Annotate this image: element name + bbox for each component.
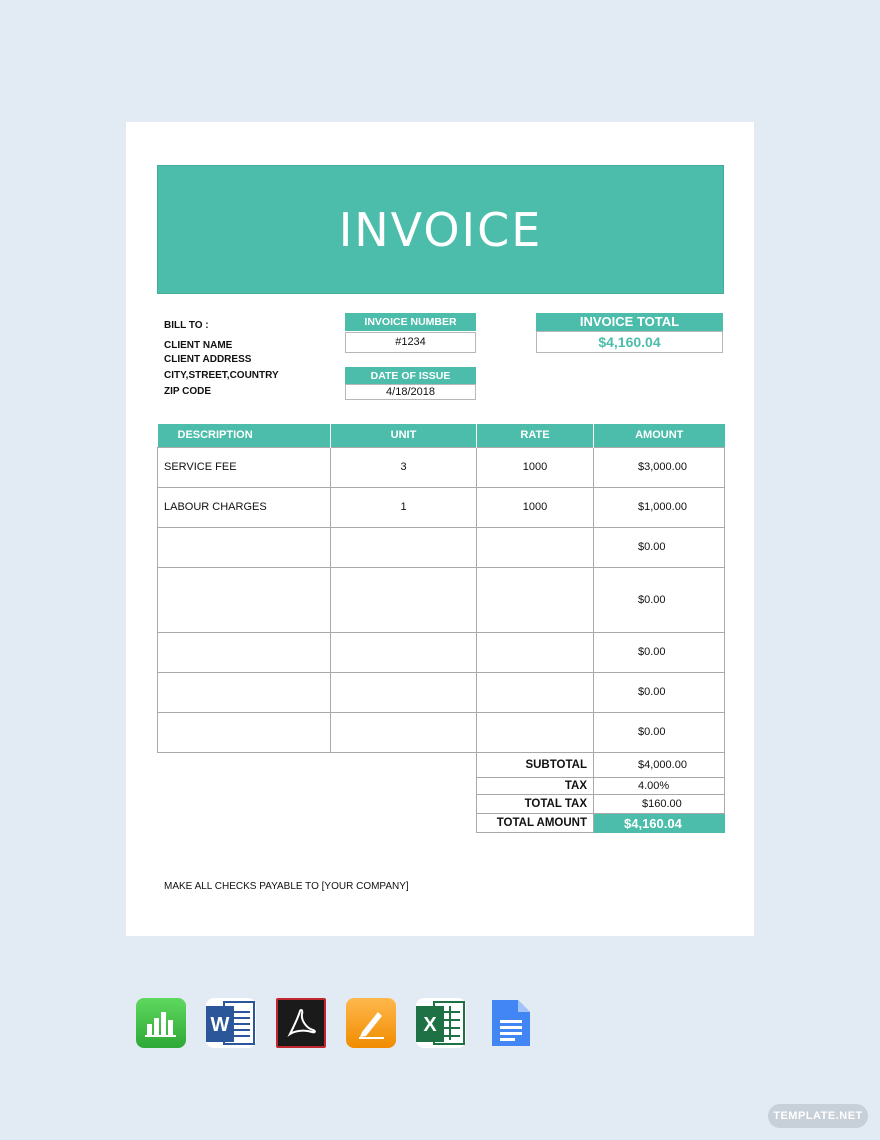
date-of-issue-label: DATE OF ISSUE bbox=[345, 367, 476, 385]
date-of-issue-value: 4/18/2018 bbox=[345, 384, 476, 400]
column-header-amount: AMOUNT bbox=[594, 424, 725, 447]
row-rate bbox=[477, 567, 594, 632]
total-tax-row bbox=[477, 795, 725, 814]
word-icon[interactable] bbox=[206, 998, 256, 1048]
client-name: CLIENT NAME bbox=[164, 340, 233, 351]
invoice-title: INVOICE bbox=[338, 202, 543, 257]
invoice-sheet bbox=[126, 122, 754, 936]
invoice-number-value: #1234 bbox=[345, 332, 476, 353]
row-unit: 3 bbox=[331, 447, 477, 487]
row-rate bbox=[477, 632, 594, 672]
app-format-icons bbox=[136, 998, 556, 1048]
word-letter: W bbox=[210, 1014, 230, 1036]
google-docs-icon[interactable] bbox=[486, 998, 536, 1048]
row-description: SERVICE FEE bbox=[158, 447, 331, 487]
row-unit bbox=[331, 672, 477, 712]
row-unit bbox=[331, 712, 477, 752]
row-description bbox=[158, 632, 331, 672]
column-header-rate: RATE bbox=[477, 424, 594, 447]
row-amount: $0.00 bbox=[594, 527, 725, 567]
table-row bbox=[158, 567, 725, 632]
table-row bbox=[158, 672, 725, 712]
word-glyph bbox=[206, 998, 256, 1048]
row-rate bbox=[477, 527, 594, 567]
table-row bbox=[158, 527, 725, 567]
excel-glyph bbox=[416, 998, 466, 1048]
client-address: CLIENT ADDRESS bbox=[164, 354, 252, 365]
tax-row bbox=[477, 778, 725, 795]
row-description: LABOUR CHARGES bbox=[158, 487, 331, 527]
row-amount: $3,000.00 bbox=[594, 447, 725, 487]
row-description bbox=[158, 527, 331, 567]
total-amount-label: TOTAL AMOUNT bbox=[477, 814, 594, 833]
tax-label: TAX bbox=[477, 778, 594, 795]
invoice-number-label: INVOICE NUMBER bbox=[345, 313, 476, 331]
pages-pen-glyph bbox=[354, 1006, 388, 1040]
bill-to-label: BILL TO : bbox=[164, 320, 209, 331]
row-description bbox=[158, 712, 331, 752]
google-docs-glyph bbox=[490, 998, 532, 1048]
table-row bbox=[158, 487, 725, 527]
client-zip: ZIP CODE bbox=[164, 386, 212, 397]
row-unit bbox=[331, 632, 477, 672]
row-unit: 1 bbox=[331, 487, 477, 527]
numbers-icon[interactable] bbox=[136, 998, 186, 1048]
excel-letter: X bbox=[423, 1014, 437, 1036]
column-header-description: DESCRIPTION bbox=[158, 424, 331, 447]
template-net-watermark: TEMPLATE.NET bbox=[768, 1104, 868, 1128]
table-row bbox=[158, 712, 725, 752]
subtotal-label: SUBTOTAL bbox=[477, 753, 594, 778]
total-amount-row bbox=[477, 814, 725, 833]
row-rate bbox=[477, 672, 594, 712]
row-amount: $1,000.00 bbox=[594, 487, 725, 527]
table-header-row bbox=[158, 424, 725, 447]
row-rate bbox=[477, 712, 594, 752]
row-description bbox=[158, 672, 331, 712]
subtotal-row bbox=[477, 753, 725, 778]
row-amount: $0.00 bbox=[594, 632, 725, 672]
tax-value: 4.00% bbox=[594, 778, 725, 795]
acrobat-glyph bbox=[284, 1006, 318, 1040]
table-row bbox=[158, 632, 725, 672]
row-rate: 1000 bbox=[477, 487, 594, 527]
row-rate: 1000 bbox=[477, 447, 594, 487]
row-unit bbox=[331, 527, 477, 567]
client-city: CITY,STREET,COUNTRY bbox=[164, 370, 279, 381]
row-amount: $0.00 bbox=[594, 672, 725, 712]
table-row bbox=[158, 447, 725, 487]
invoice-total-value: $4,160.04 bbox=[536, 331, 723, 353]
payment-note: MAKE ALL CHECKS PAYABLE TO [YOUR COMPANY] bbox=[164, 881, 409, 892]
invoice-total-label: INVOICE TOTAL bbox=[536, 313, 723, 331]
row-amount: $0.00 bbox=[594, 567, 725, 632]
numbers-bars-glyph bbox=[144, 1008, 178, 1038]
total-tax-value: $160.00 bbox=[594, 795, 725, 814]
line-items-table bbox=[157, 424, 725, 753]
row-unit bbox=[331, 567, 477, 632]
column-header-unit: UNIT bbox=[331, 424, 477, 447]
pages-icon[interactable] bbox=[346, 998, 396, 1048]
row-amount: $0.00 bbox=[594, 712, 725, 752]
totals-table bbox=[476, 752, 725, 833]
acrobat-icon[interactable] bbox=[276, 998, 326, 1048]
excel-icon[interactable] bbox=[416, 998, 466, 1048]
row-description bbox=[158, 567, 331, 632]
subtotal-value: $4,000.00 bbox=[594, 753, 725, 778]
invoice-banner bbox=[157, 165, 724, 294]
total-amount-value: $4,160.04 bbox=[594, 814, 725, 833]
total-tax-label: TOTAL TAX bbox=[477, 795, 594, 814]
